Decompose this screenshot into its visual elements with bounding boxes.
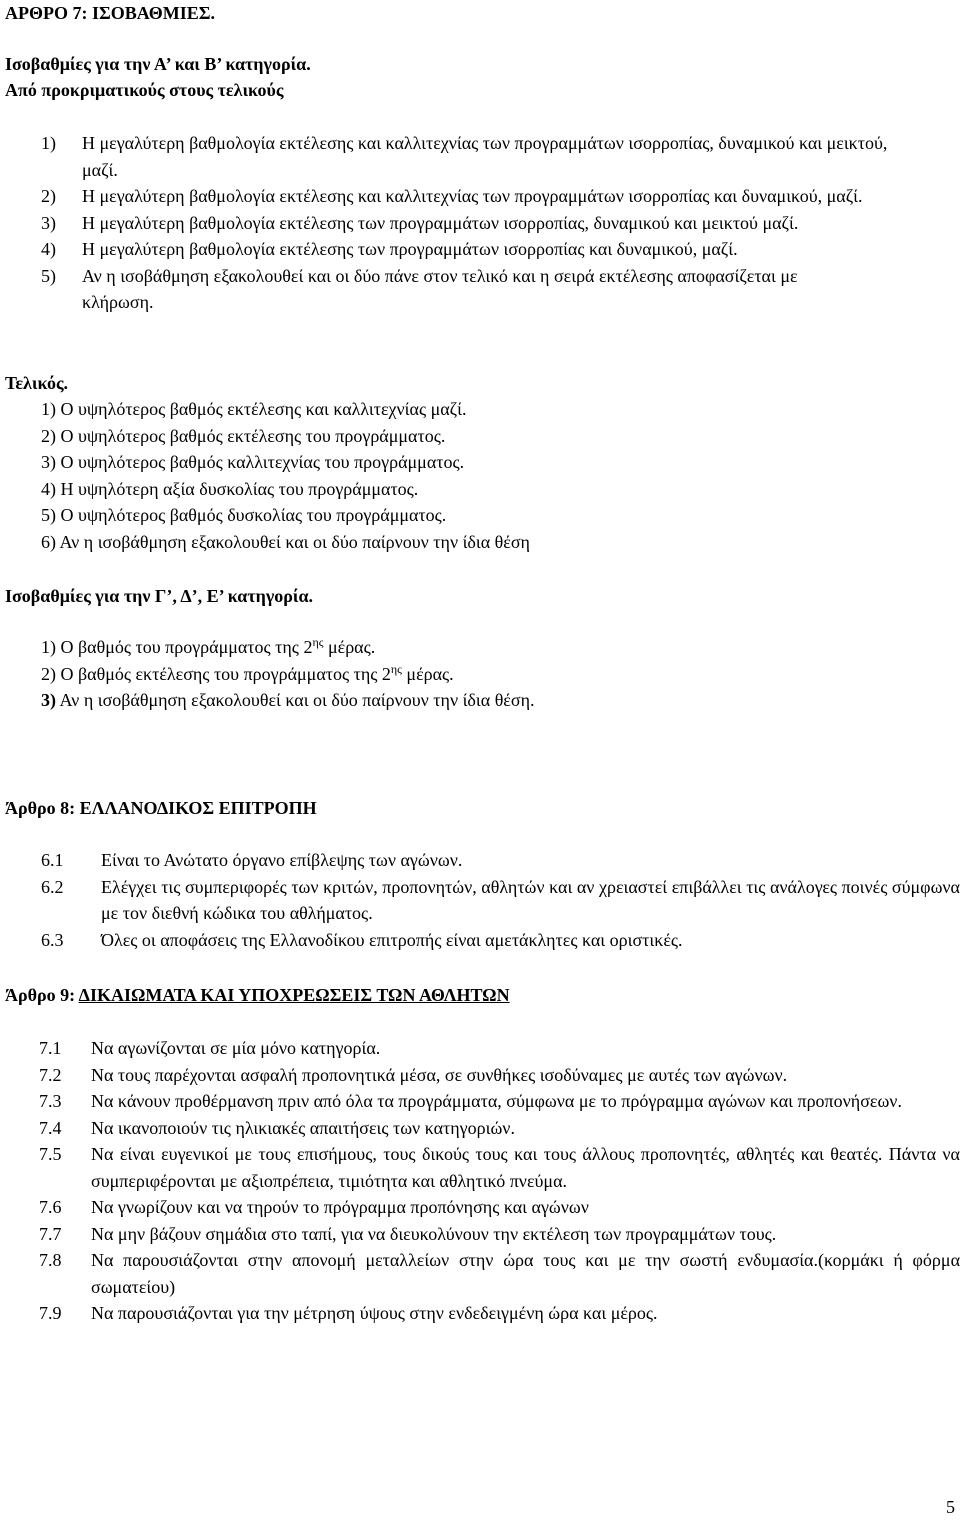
list-item: 5) Ο υψηλότερος βαθμός δυσκολίας του προγράμματος. [41, 505, 447, 525]
list-item: 7.5 Να είναι ευγενικοί με τους επισήμους, τους δικούς τους και τους άλλους προπονητές, αθλητές και θεατές. Πάντα να συμπεριφέρονται με αξιοπρέπεια, τιμιότητα και αθλητικό πνεύμα. [39, 1144, 960, 1191]
article8-list [5, 847, 960, 953]
final-list [5, 396, 530, 555]
ab-tie-heading: Ισοβαθμίες για την Α’ και Β’ κατηγορία. [5, 54, 311, 74]
list-item: 4) Η υψηλότερη αξία δυσκολίας του προγράμματος. [41, 478, 419, 499]
list-item: 7.1 Να αγωνίζονται σε μία μόνο κατηγορία. [39, 1038, 381, 1058]
list-item: 7.8 Να παρουσιάζονται στην απονομή μεταλλείων στην ώρα τους και με την σωστή ενδυμασία.(κορμάκι ή φόρμα σωματείου) [39, 1250, 960, 1297]
list-item: 3) Η μεγαλύτερη βαθμολογία εκτέλεσης των προγραμμάτων ισορροπίας, δυναμικού και μεικτού μαζί. [41, 212, 799, 233]
list-item: 5) Αν η ισοβάθμηση εξακολουθεί και οι δύο πάνε στον τελικό και η σειρά εκτέλεσης αποφασίζεται με κλήρωση. [41, 265, 798, 312]
prelim-list [5, 130, 960, 316]
list-item: 6.3 Όλες οι αποφάσεις της Ελλανοδίκου επιτροπής είναι αμετάκλητες και οριστικές. [41, 929, 683, 950]
article9-list [5, 1035, 960, 1327]
list-item: 4) Η μεγαλύτερη βαθμολογία εκτέλεσης των προγραμμάτων ισορροπίας και δυναμικού, μαζί. [41, 239, 738, 259]
list-item: 7.7 Να μην βάζουν σημάδια στο ταπί, για να διευκολύνουν την εκτέλεση των προγραμμάτων τους. [39, 1223, 777, 1244]
list-item: 1) Ο βαθμός του προγράμματος της $2^{\eta\varsigma}$ μέρας. [41, 635, 376, 657]
list-item: 7.2 Να τους παρέχονται ασφαλή προπονητικά μέσα, σε συνθήκες ισοδύναμες με αυτές των αγώνων. [39, 1064, 788, 1085]
list-item: 1) Ο υψηλότερος βαθμός εκτέλεσης και καλλιτεχνίας μαζί. [41, 399, 467, 419]
list-item: 7.4 Να ικανοποιούν τις ηλικιακές απαιτήσεις των κατηγοριών. [39, 1117, 515, 1138]
list-item: 2) Ο υψηλότερος βαθμός εκτέλεσης του προγράμματος. [41, 425, 446, 446]
cde-list [5, 634, 535, 714]
list-item: 2) Η μεγαλύτερη βαθμολογία εκτέλεσης και καλλιτεχνίας των προγραμμάτων ισορροπίας και δυναμικού, μαζί. [41, 186, 863, 206]
list-item: 6.1 Είναι το Ανώτατο όργανο επίβλεψης των αγώνων. [41, 850, 463, 870]
list-item: 7.9 Να παρουσιάζονται για την μέτρηση ύψους στην ενδεδειγμένη ώρα και μέρος. [39, 1303, 658, 1323]
list-item: 7.6 Να γνωρίζουν και να τηρούν το πρόγραμμα προπόνησης και αγώνων [39, 1197, 589, 1217]
final-heading: Τελικός. [5, 373, 69, 393]
article9-title: Άρθρο 9: ΔΙΚΑΙΩΜΑΤΑ ΚΑΙ ΥΠΟΧΡΕΩΣΕΙΣ ΤΩΝ ΑΘΛΗΤΩΝ [5, 985, 510, 1005]
cde-tie-heading: Ισοβαθμίες για την Γ’, Δ’, Ε’ κατηγορία. [5, 586, 314, 606]
list-item: 3) Ο υψηλότερος βαθμός καλλιτεχνίας του προγράμματος. [41, 452, 465, 472]
list-item: 3) Αν η ισοβάθμηση εξακολουθεί και οι δύο παίρνουν την ίδια θέση. [41, 690, 535, 710]
article7-title: ΑΡΘΡΟ 7: ΙΣΟΒΑΘΜΙΕΣ. [5, 3, 215, 23]
prelim-heading: Από προκριματικούς στους τελικούς [5, 80, 284, 100]
list-item: 1) Η μεγαλύτερη βαθμολογία εκτέλεσης και καλλιτεχνίας των προγραμμάτων ισορροπίας, δυναμικού και μεικτού, μαζί. [41, 133, 888, 180]
page-number: 5 [946, 1496, 955, 1517]
list-item: 6) Αν η ισοβάθμηση εξακολουθεί και οι δύο παίρνουν την ίδια θέση [41, 531, 530, 552]
list-item: 6.2 Ελέγχει τις συμπεριφορές των κριτών, προπονητών, αθλητών και αν χρειαστεί επιβάλλει τις ανάλογες ποινές σύμφωνα με τον διεθνή κώδικα του αθλήματος. [41, 876, 960, 923]
list-item: 7.3 Να κάνουν προθέρμανση πριν από όλα τα προγράμματα, σύμφωνα με το πρόγραμμα αγώνων και προπονήσεων. [39, 1091, 902, 1111]
article8-title: Άρθρο 8: ΕΛΛΑΝΟΔΙΚΟΣ ΕΠΙΤΡΟΠΗ [5, 798, 317, 818]
list-item: 2) Ο βαθμός εκτέλεσης του προγράμματος της $2^{\eta\varsigma}$ μέρας. [41, 661, 454, 684]
